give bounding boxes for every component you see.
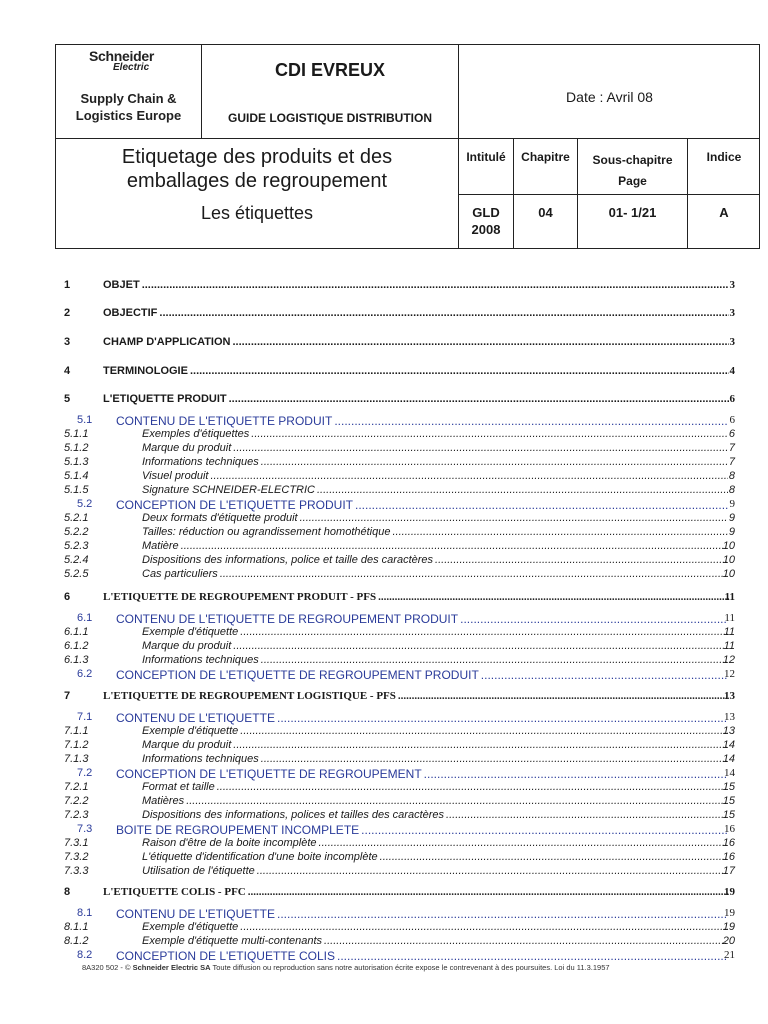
toc-entry-title[interactable] [103, 393, 729, 405]
toc-entry-label: Exemple d'étiquette [142, 921, 239, 933]
toc-entry-page: 20 [722, 935, 735, 947]
toc-entry-number: 5.2.5 [64, 568, 89, 580]
toc-dot-leader [361, 823, 728, 837]
toc-entry-title[interactable] [142, 725, 728, 737]
toc-entry-title[interactable] [116, 907, 728, 921]
toc-dot-leader [217, 781, 728, 793]
toc-entry-label: Dispositions des informations, police et taille des caractères [142, 554, 434, 566]
toc-dot-leader [257, 865, 728, 877]
toc-entry-title[interactable] [103, 591, 729, 603]
toc-entry-page: 16 [722, 851, 735, 863]
toc-entry[interactable] [0, 809, 768, 823]
toc-entry-number: 6.1.2 [64, 640, 89, 652]
toc-dot-leader [181, 540, 728, 552]
toc-entry-number: 5.1 [77, 414, 93, 426]
toc-entry-number: 5.2.2 [64, 526, 89, 538]
toc-dot-leader [240, 921, 728, 933]
toc-entry-number: 6.1.1 [64, 626, 89, 638]
toc-entry-title[interactable] [103, 279, 729, 291]
toc-entry-title[interactable] [142, 739, 728, 751]
toc-entry-label: Signature SCHNEIDER-ELECTRIC [142, 484, 315, 496]
toc-entry-label: CONCEPTION DE L'ETIQUETTE DE REGROUPEMENT PRODUIT [116, 668, 479, 682]
toc-entry[interactable] [0, 626, 768, 640]
toc-entry-label: CONCEPTION DE L'ETIQUETTE COLIS [116, 949, 335, 963]
toc-entry-label: L'étiquette d'identification d'une boite incomplète [142, 851, 378, 863]
toc-entry-label: L'ETIQUETTE DE REGROUPEMENT LOGISTIQUE - PFS [103, 690, 396, 702]
toc-entry-page: 21 [724, 949, 735, 961]
toc-entry[interactable] [0, 414, 768, 428]
org-line-1: Supply Chain & [80, 91, 177, 106]
value-intitule-line-1: GLD [472, 205, 500, 220]
toc-entry-title[interactable] [142, 554, 728, 566]
toc-entry[interactable] [0, 668, 768, 682]
toc-entry-label: BOITE DE REGROUPEMENT INCOMPLETE [116, 823, 360, 837]
toc-entry-label: CONCEPTION DE L'ETIQUETTE DE REGROUPEMENT [116, 767, 422, 781]
toc-entry-title[interactable] [116, 711, 728, 725]
toc-entry-number: 8 [64, 886, 71, 898]
toc-entry[interactable] [0, 935, 768, 949]
org-line-2: Logistics Europe [75, 108, 182, 123]
toc-entry-page: 10 [722, 540, 735, 552]
toc-entry-page: 19 [722, 921, 735, 933]
toc-entry-title[interactable] [103, 336, 729, 348]
toc-dot-leader [190, 365, 729, 377]
toc-entry-page: 19 [724, 886, 735, 898]
toc-entry[interactable] [0, 921, 768, 935]
toc-entry-page: 15 [722, 795, 735, 807]
toc-entry-title[interactable] [142, 626, 728, 638]
toc-entry-title[interactable] [142, 753, 728, 765]
toc-dot-leader [233, 336, 730, 348]
toc-entry-page: 9 [729, 498, 735, 510]
toc-entry[interactable] [0, 837, 768, 851]
toc-entry-number: 7.2.3 [64, 809, 89, 821]
footer-code: 8A320 502 - [82, 963, 123, 972]
toc-entry-page: 13 [724, 711, 735, 723]
toc-entry-label: Matières [142, 795, 185, 807]
toc-entry-title[interactable] [103, 307, 729, 319]
toc-entry-page: 11 [723, 626, 735, 638]
toc-entry-number: 8.1 [77, 907, 93, 919]
col-header-souschapitre [578, 150, 687, 192]
toc-entry-number: 5.2.1 [64, 512, 89, 524]
footer-company: Schneider Electric SA [132, 963, 211, 972]
toc-entry[interactable] [0, 442, 768, 456]
toc-entry-label: CONTENU DE L'ETIQUETTE [116, 907, 275, 921]
toc-dot-leader [300, 512, 728, 524]
title-line-1: Etiquetage des produits et des [121, 146, 393, 168]
value-indice: A [719, 205, 729, 220]
toc-entry-number: 8.2 [77, 949, 93, 961]
toc-entry-title[interactable] [142, 837, 728, 849]
toc-entry-title[interactable] [142, 865, 728, 877]
toc-entry-page: 16 [724, 823, 735, 835]
toc-entry-number: 7 [64, 690, 71, 702]
toc-entry-page: 12 [724, 668, 735, 680]
toc-entry-title[interactable] [142, 795, 728, 807]
guide-name: GUIDE LOGISTIQUE DISTRIBUTION [227, 111, 432, 125]
toc-entry-label: L'ETIQUETTE COLIS - PFC [103, 886, 246, 898]
toc-entry-number: 5.1.4 [64, 470, 89, 482]
toc-entry-title[interactable] [142, 540, 728, 552]
toc-entry-number: 4 [64, 365, 71, 377]
toc-entry-label: OBJECTIF [103, 307, 158, 319]
toc-entry-page: 4 [729, 365, 735, 377]
toc-entry-page: 10 [722, 568, 735, 580]
toc-entry-label: Cas particuliers [142, 568, 218, 580]
toc-entry-page: 11 [724, 591, 735, 603]
toc-entry[interactable] [0, 279, 768, 293]
organisation-name [56, 90, 201, 124]
toc-entry[interactable] [0, 512, 768, 526]
toc-entry-title[interactable] [142, 640, 728, 652]
toc-entry[interactable] [0, 336, 768, 350]
toc-entry-title[interactable] [116, 949, 728, 963]
toc-dot-leader [378, 591, 729, 603]
toc-entry-page: 3 [729, 307, 735, 319]
toc-entry-title[interactable] [142, 456, 728, 468]
toc-entry[interactable] [0, 498, 768, 512]
toc-entry-page: 8 [728, 470, 735, 482]
toc-dot-leader [380, 851, 728, 863]
col-header-indice: Indice [706, 150, 742, 164]
toc-entry-title[interactable] [116, 498, 728, 512]
value-intitule-line-2: 2008 [471, 222, 501, 237]
toc-entry[interactable] [0, 725, 768, 739]
toc-entry[interactable] [0, 456, 768, 470]
toc-dot-leader [251, 428, 728, 440]
toc-entry-number: 6 [64, 591, 71, 603]
col-header-intitule: Intitulé [466, 150, 506, 164]
toc-entry[interactable] [0, 767, 768, 781]
footer-copyright [82, 963, 610, 972]
toc-dot-leader [337, 949, 728, 963]
document-subtitle: Les étiquettes [200, 203, 314, 223]
toc-entry-page: 6 [729, 393, 735, 405]
toc-dot-leader [277, 711, 728, 725]
toc-dot-leader [233, 442, 728, 454]
toc-entry-label: Informations techniques [142, 456, 259, 468]
toc-entry-page: 6 [728, 428, 735, 440]
toc-entry-title[interactable] [142, 935, 728, 947]
toc-entry-number: 5.2.4 [64, 554, 89, 566]
toc-entry[interactable] [0, 554, 768, 568]
toc-entry-page: 17 [722, 865, 735, 877]
toc-entry-label: Dispositions des informations, polices et tailles des caractères [142, 809, 445, 821]
toc-entry-page: 7 [728, 442, 735, 454]
toc-entry-title[interactable] [142, 512, 728, 524]
col-header-page-label: Page [618, 174, 647, 188]
toc-entry-number: 8.1.2 [64, 935, 89, 947]
toc-entry[interactable] [0, 851, 768, 865]
toc-entry[interactable] [0, 886, 768, 900]
toc-entry-title[interactable] [142, 781, 728, 793]
toc-entry-title[interactable] [103, 690, 729, 702]
document-title [56, 145, 458, 193]
toc-dot-leader [277, 907, 728, 921]
toc-dot-leader [186, 795, 728, 807]
toc-entry-label: Utilisation de l'étiquette [142, 865, 255, 877]
toc-entry[interactable] [0, 470, 768, 484]
toc-entry-number: 5.1.2 [64, 442, 89, 454]
toc-entry-label: Exemple d'étiquette multi-contenants [142, 935, 323, 947]
toc-entry[interactable] [0, 865, 768, 879]
toc-entry-label: Tailles: réduction ou agrandissement homothétique [142, 526, 391, 538]
toc-entry-page: 16 [722, 837, 735, 849]
toc-entry-page: 3 [729, 336, 735, 348]
toc-entry-title[interactable] [116, 823, 728, 837]
toc-entry-number: 6.1.3 [64, 654, 89, 666]
toc-entry-number: 8.1.1 [64, 921, 89, 933]
toc-entry-page: 11 [723, 640, 735, 652]
toc-entry[interactable] [0, 640, 768, 654]
toc-entry[interactable] [0, 428, 768, 442]
toc-dot-leader [324, 935, 728, 947]
document-header-table [55, 44, 760, 249]
toc-dot-leader [220, 568, 728, 580]
toc-entry-number: 5.2.3 [64, 540, 89, 552]
toc-entry-page: 6 [729, 414, 735, 426]
site-name: CDI EVREUX [274, 60, 386, 80]
toc-dot-leader [261, 753, 728, 765]
toc-entry-number: 7.3.3 [64, 865, 89, 877]
toc-entry-title[interactable] [142, 470, 728, 482]
toc-entry[interactable] [0, 393, 768, 407]
toc-entry-page: 11 [724, 612, 735, 624]
toc-dot-leader [392, 526, 728, 538]
toc-entry-title[interactable] [142, 809, 728, 821]
title-line-2: emballages de regroupement [126, 170, 388, 192]
schneider-logo: Schneider [89, 48, 154, 64]
toc-entry-title[interactable] [142, 851, 728, 863]
toc-dot-leader [319, 837, 728, 849]
toc-entry-title[interactable] [103, 365, 729, 377]
toc-dot-leader [261, 654, 728, 666]
toc-dot-leader [142, 279, 729, 291]
toc-entry-label: Visuel produit [142, 470, 209, 482]
toc-entry-page: 15 [722, 781, 735, 793]
toc-entry-number: 7.1 [77, 711, 93, 723]
toc-entry-label: Marque du produit [142, 640, 232, 652]
toc-dot-leader [248, 886, 729, 898]
toc-entry-page: 14 [724, 767, 735, 779]
toc-entry-label: CONTENU DE L'ETIQUETTE DE REGROUPEMENT PRODUIT [116, 612, 459, 626]
toc-entry[interactable] [0, 307, 768, 321]
toc-dot-leader [435, 554, 728, 566]
col-header-chapitre: Chapitre [521, 150, 570, 164]
footer-copyright-symbol: © [124, 963, 131, 972]
toc-entry-label: CONTENU DE L'ETIQUETTE PRODUIT [116, 414, 333, 428]
toc-entry-title[interactable] [142, 442, 728, 454]
toc-entry-number: 7.2.2 [64, 795, 89, 807]
value-souschapitre: 01- 1/21 [608, 205, 657, 220]
toc-entry[interactable] [0, 612, 768, 626]
toc-entry[interactable] [0, 365, 768, 379]
toc-entry-number: 5.1.1 [64, 428, 89, 440]
toc-entry[interactable] [0, 654, 768, 668]
toc-entry-page: 9 [728, 512, 735, 524]
toc-entry-title[interactable] [116, 414, 728, 428]
toc-entry-label: L'ETIQUETTE DE REGROUPEMENT PRODUIT - PFS [103, 591, 377, 603]
toc-entry-title[interactable] [142, 484, 728, 496]
toc-entry-title[interactable] [116, 668, 728, 682]
toc-dot-leader [446, 809, 728, 821]
toc-entry-label: Format et taille [142, 781, 215, 793]
toc-entry-label: OBJET [103, 279, 140, 291]
toc-entry-page: 13 [724, 690, 735, 702]
toc-entry-label: Marque du produit [142, 442, 232, 454]
col-header-souschapitre-label: Sous-chapitre [592, 153, 673, 167]
toc-entry-page: 12 [722, 654, 735, 666]
toc-entry[interactable] [0, 907, 768, 921]
toc-dot-leader [229, 393, 729, 405]
toc-entry-title[interactable] [142, 526, 728, 538]
toc-entry-number: 7.1.1 [64, 725, 89, 737]
toc-entry-page: 8 [728, 484, 735, 496]
electric-logo-text: Electric [113, 62, 150, 73]
toc-entry-label: CONTENU DE L'ETIQUETTE [116, 711, 275, 725]
value-chapitre: 04 [538, 205, 553, 220]
toc-entry-number: 5.1.5 [64, 484, 89, 496]
toc-entry-page: 14 [722, 753, 735, 765]
toc-entry-label: CONCEPTION DE L'ETIQUETTE PRODUIT [116, 498, 353, 512]
toc-entry[interactable] [0, 711, 768, 725]
toc-dot-leader [159, 307, 729, 319]
toc-entry-label: Exemples d'étiquettes [142, 428, 250, 440]
toc-entry-title[interactable] [142, 654, 728, 666]
toc-entry-label: Exemple d'étiquette [142, 626, 239, 638]
toc-entry[interactable] [0, 795, 768, 809]
toc-entry-number: 6.1 [77, 612, 93, 624]
toc-dot-leader [424, 767, 728, 781]
toc-entry-label: Informations techniques [142, 753, 259, 765]
toc-entry-page: 14 [722, 739, 735, 751]
toc-entry-page: 7 [728, 456, 735, 468]
toc-entry-page: 15 [722, 809, 735, 821]
toc-entry-number: 7.1.2 [64, 739, 89, 751]
toc-entry-label: L'ETIQUETTE PRODUIT [103, 393, 227, 405]
toc-entry-label: Raison d'être de la boite incomplète [142, 837, 317, 849]
toc-dot-leader [240, 725, 728, 737]
toc-dot-leader [261, 456, 728, 468]
toc-entry-number: 2 [64, 307, 71, 319]
value-intitule [459, 204, 513, 238]
toc-entry-title[interactable] [116, 767, 728, 781]
toc-dot-leader [210, 470, 728, 482]
toc-dot-leader [240, 626, 728, 638]
toc-entry-page: 10 [722, 554, 735, 566]
toc-entry-title[interactable] [142, 428, 728, 440]
toc-entry-number: 7.1.3 [64, 753, 89, 765]
toc-entry[interactable] [0, 484, 768, 498]
toc-entry-number: 7.3.1 [64, 837, 89, 849]
toc-dot-leader [317, 484, 728, 496]
toc-entry[interactable] [0, 823, 768, 837]
toc-entry-label: CHAMP D'APPLICATION [103, 336, 231, 348]
toc-dot-leader [355, 498, 728, 512]
toc-entry[interactable] [0, 753, 768, 767]
toc-entry-number: 5.2 [77, 498, 93, 510]
toc-entry-number: 3 [64, 336, 71, 348]
toc-entry[interactable] [0, 739, 768, 753]
toc-entry-title[interactable] [142, 568, 728, 580]
toc-dot-leader [398, 690, 729, 702]
toc-entry-title[interactable] [116, 612, 728, 626]
toc-entry-number: 7.3.2 [64, 851, 89, 863]
toc-entry-title[interactable] [103, 886, 729, 898]
toc-entry[interactable] [0, 591, 768, 605]
footer-notice: Toute diffusion ou reproduction sans notre autorisation écrite expose le contrevenant à des poursuites. Loi du 11.3.1957 [212, 963, 610, 972]
toc-entry-label: Informations techniques [142, 654, 259, 666]
toc-entry-label: TERMINOLOGIE [103, 365, 188, 377]
toc-entry-number: 7.2 [77, 767, 93, 779]
document-date: Date : Avril 08 [566, 89, 653, 105]
toc-dot-leader [460, 612, 728, 626]
toc-entry[interactable] [0, 781, 768, 795]
toc-entry[interactable] [0, 690, 768, 704]
toc-entry[interactable] [0, 540, 768, 554]
toc-entry-label: Exemple d'étiquette [142, 725, 239, 737]
toc-entry-label: Matière [142, 540, 179, 552]
toc-entry-number: 5.1.3 [64, 456, 89, 468]
toc-entry-label: Marque du produit [142, 739, 232, 751]
toc-dot-leader [334, 414, 728, 428]
toc-entry-number: 5 [64, 393, 71, 405]
toc-entry-page: 3 [729, 279, 735, 291]
toc-entry-number: 7.2.1 [64, 781, 89, 793]
toc-entry-page: 13 [722, 725, 735, 737]
toc-entry-title[interactable] [142, 921, 728, 933]
toc-dot-leader [233, 640, 728, 652]
toc-entry-page: 19 [724, 907, 735, 919]
toc-entry-page: 9 [728, 526, 735, 538]
toc-dot-leader [481, 668, 728, 682]
toc-dot-leader [233, 739, 728, 751]
toc-entry-number: 7.3 [77, 823, 93, 835]
toc-entry[interactable] [0, 949, 768, 963]
toc-entry-number: 6.2 [77, 668, 93, 680]
toc-entry[interactable] [0, 568, 768, 582]
toc-entry-label: Deux formats d'étiquette produit [142, 512, 298, 524]
toc-entry-number: 1 [64, 279, 71, 291]
toc-entry[interactable] [0, 526, 768, 540]
